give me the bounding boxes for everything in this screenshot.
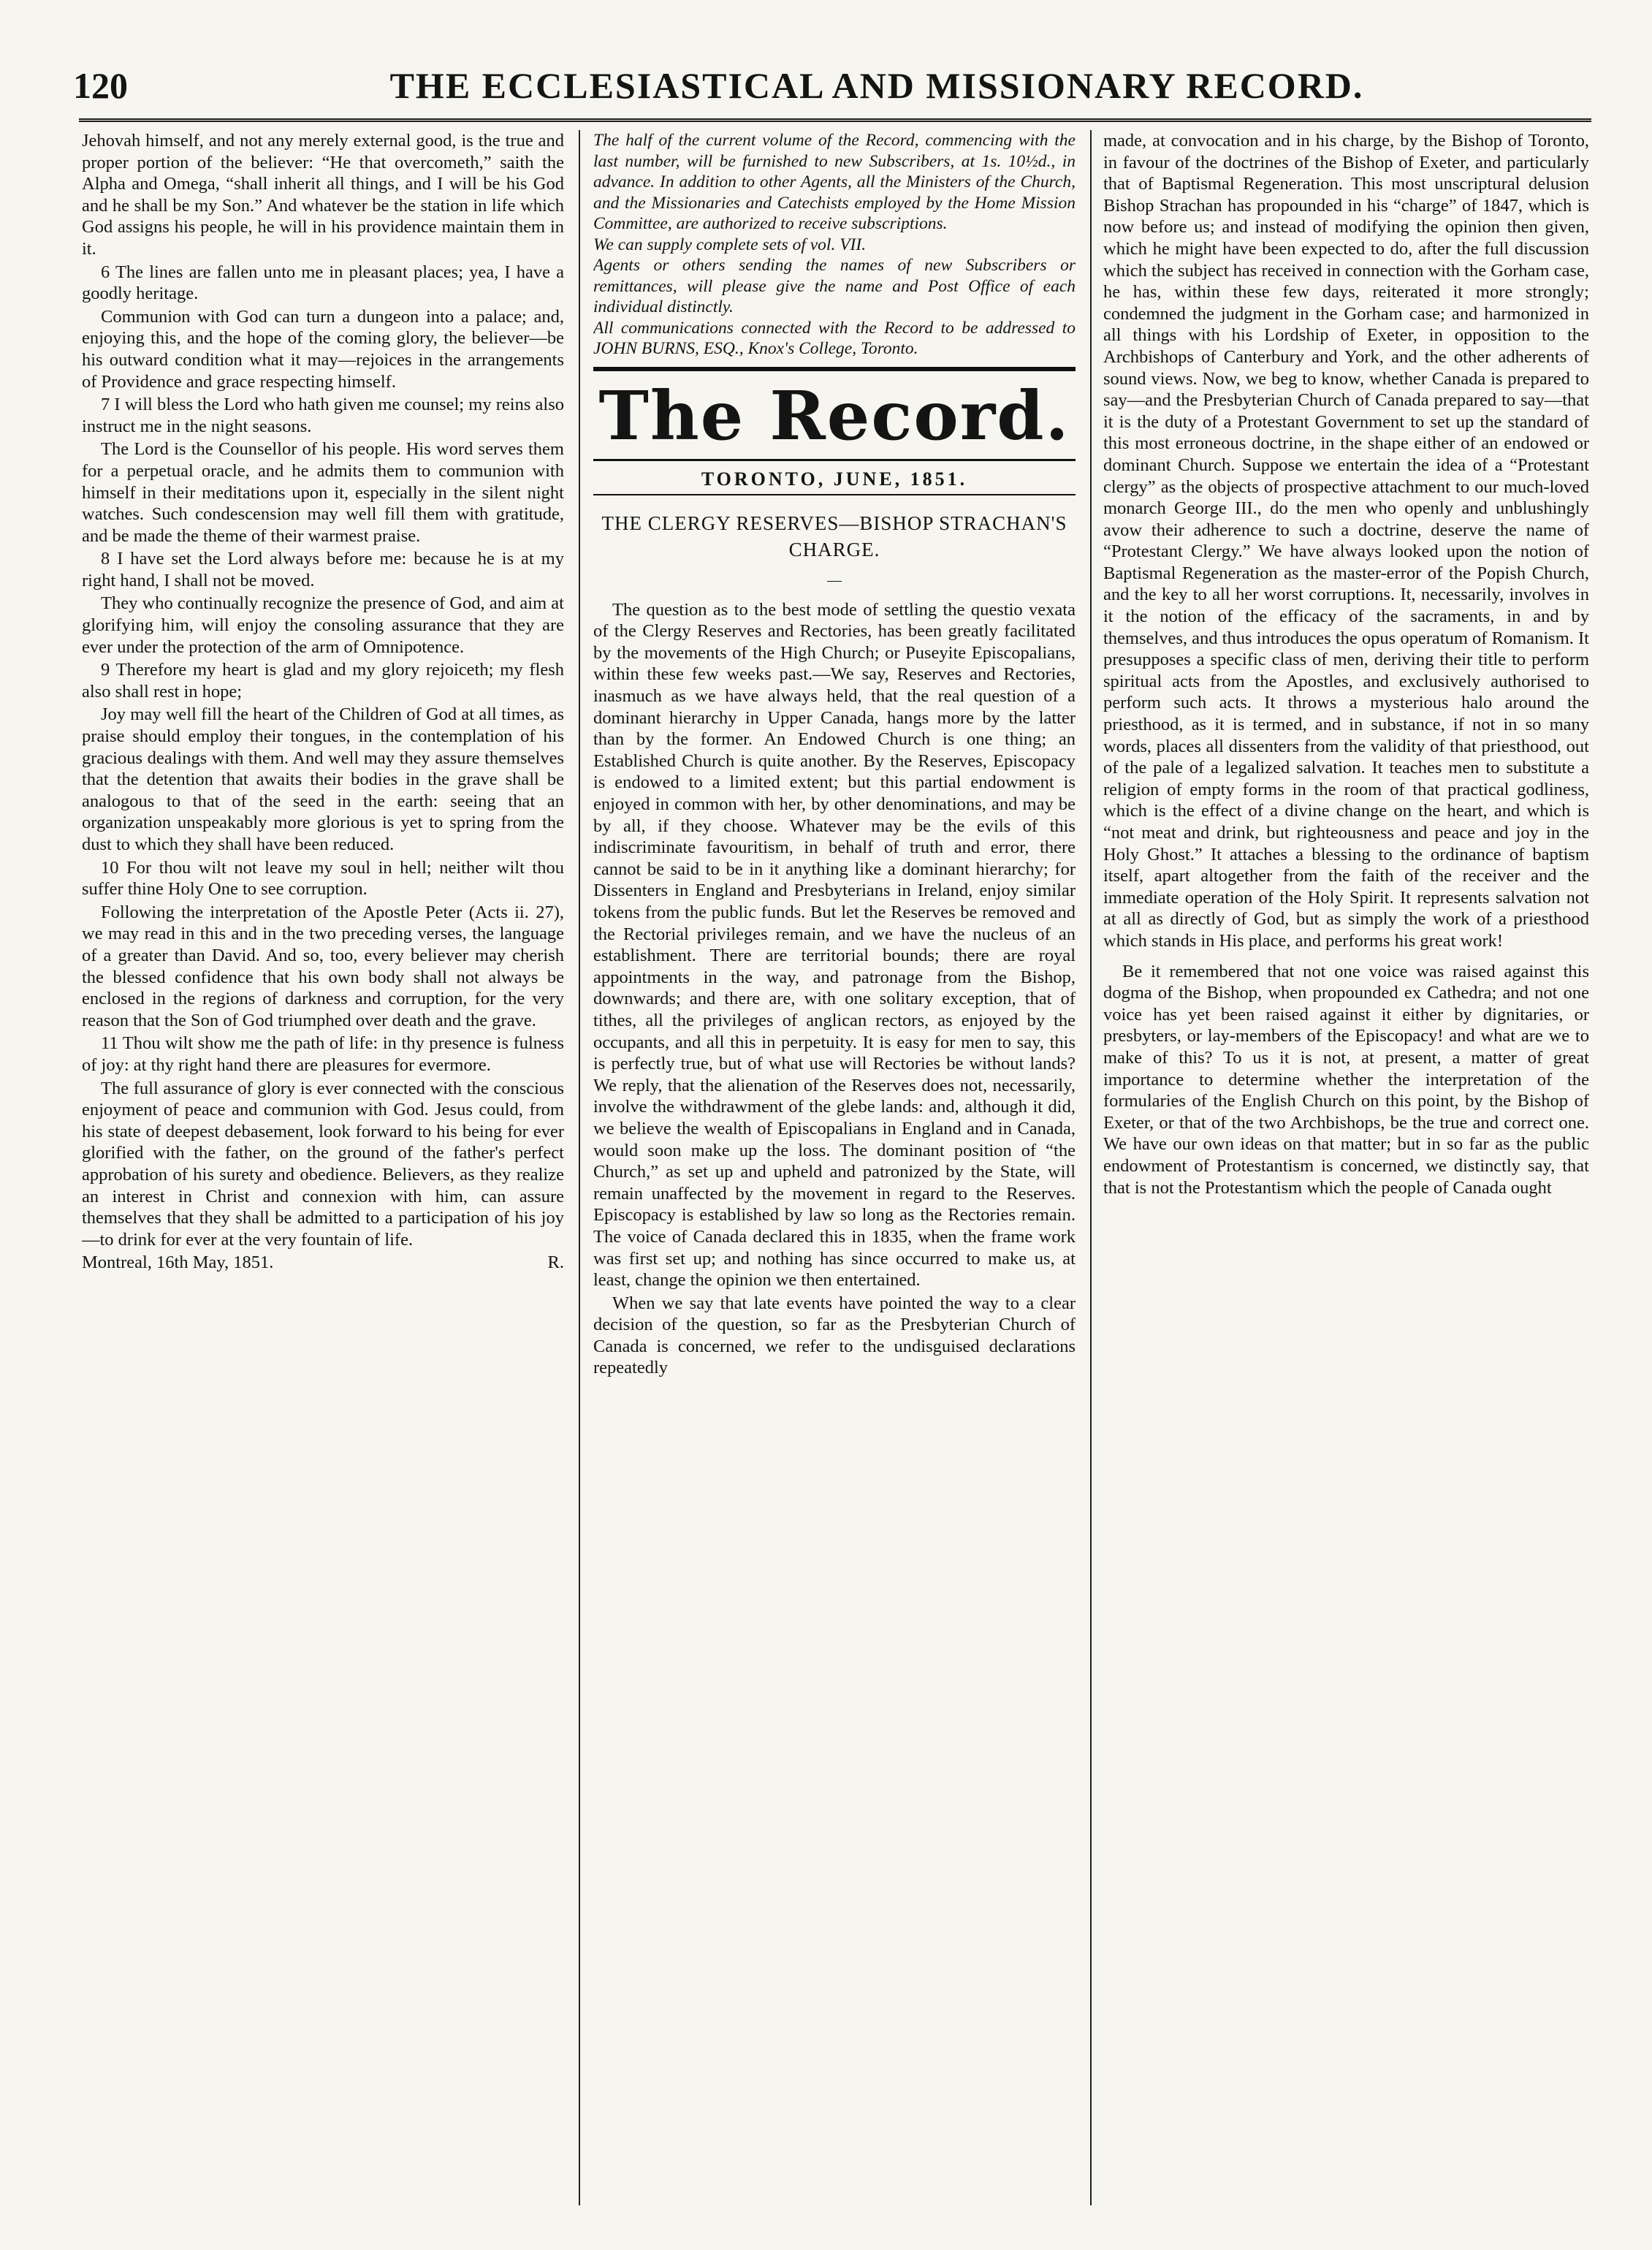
verse: 8 I have set the Lord always before me: because he is at my right hand, I shall not be moved. (82, 549, 564, 590)
subscription-notice (593, 130, 1076, 360)
title-dash: — (827, 572, 842, 589)
masthead-block (593, 367, 1076, 461)
column-rule (579, 130, 580, 2205)
signoff-place-date: Montreal, 16th May, 1851. (82, 1253, 274, 1273)
verse: 7 I will bless the Lord who hath given me counsel; my reins also instruct me in the night seasons. (82, 395, 564, 436)
dateline: TORONTO, JUNE, 1851. (593, 465, 1076, 496)
verse: 10 For thou wilt not leave my soul in hell; neither wilt thou suffer thine Holy One to see corruption. (82, 857, 564, 900)
column-rule (1090, 130, 1092, 2205)
masthead-title: The Record. (598, 376, 1070, 455)
column-middle (593, 130, 1076, 2205)
running-title: THE ECCLESIASTICAL AND MISSIONARY RECORD. (389, 65, 1364, 106)
paragraph: They who continually recognize the presence of God, and aim at glorifying him, will enjoy the consoling assurance that they are ever under the protection of the arm of Omnipotence. (82, 593, 564, 657)
verse: 11 Thou wilt show me the path of life: in thy presence is fulness of joy: at thy right hand there are pleasures for evermore. (82, 1033, 564, 1075)
notice-text: All communications connected with the Record to be addressed to JOHN BURNS, ESQ., Knox's College, Toronto. (593, 318, 1076, 358)
signoff-initial: R. (547, 1253, 564, 1273)
paragraph: Be it remembered that not one voice was raised against this dogma of the Bishop, when propounded ex Cathedra; and not one voice has yet been raised against it either by dignitaries, or presbyters, or lay-members of the Episcopacy! and what are we to make of this? To us it is not, at present, a matter of great importance to determine whether the interpretation of the formularies of the English Church on this point, by the Bishop of Exeter, or that of the two Archbishops, be the true and correct one. We have our own ideas on that matter; but in so far as the public endowment of Protestantism is concerned, we distinctly say, that that is not the Protestantism which the people of Canada ought (1103, 961, 1589, 1198)
article-title: THE CLERGY RESERVES—BISHOP STRACHAN'S CHARGE. (601, 512, 1067, 561)
header-rule (79, 118, 1591, 126)
column-left (82, 130, 564, 2205)
paragraph: When we say that late events have pointed the way to a clear decision of the question, so far as the Presbyterian Church of Canada is concerned, we refer to the undisguised declarations repeatedly (593, 1293, 1076, 1378)
notice-text: The half of the current volume of the Record, commencing with the last number, will be furnished to new Subscribers, at 1s. 10½d., in advance. In addition to other Agents, all the Ministers of the Church, and the Missionaries and Catechists employed by the Home Mission Committee, are authorized to receive subscriptions. (593, 131, 1076, 233)
paragraph: The question as to the best mode of settling the questio vexata of the Clergy Reserves and Rectories, has been greatly facilitated by the movements of the High Church; or Puseyite Episcopalians, within these few weeks past.—We say, Reserves and Rectories, inasmuch as we have always held, that the real question of a dominant hierarchy in Upper Canada, hangs more by the latter than by the former. An Endowed Church is one thing; an Established Church is quite another. By the Reserves, Episcopacy is endowed to a limited extent; but this partial endowment is enjoyed in common with her, by other denominations, and may be by all, if they choose. Whatever may be the evils of this indiscriminate favouritism, in behalf of truth and error, there cannot be said to be in it anything like a dominant hierarchy; for Dissenters in England and Presbyterians in Ireland, enjoy similar tokens from the public funds. But let the Reserves be removed and the Rectorial privileges remain, and we have the nucleus of an establishment. There are territorial bounds; there are royal appointments in the way, and patronage from the Bishop, downwards; and there are, with one solitary exception, that of tithes, all the privileges of anglican rectors, as enjoyed by the occupants, and all this in perpetuity. It is easy for men to say, this is perfectly true, but of what use will Rectories be without lands? We reply, that the alienation of the Reserves does not, necessarily, involve the withdrawment of the glebe lands: and, although it did, we believe the wealth of Episcopalians in England and in Canada, would soon make up the loss. The dominant position of “the Church,” as set up and upheld and patronized by the State, will remain unaffected by the movement in regard to the Reserves. Episcopacy is established by law so long as the Rectories remain. The voice of Canada declared this in 1835, when the frame work was first set up; and nothing has since occurred to make us, at least, change the opinion we then entertained. (593, 599, 1076, 1291)
notice-text: We can supply complete sets of vol. VII. (593, 235, 867, 254)
verse: 9 Therefore my heart is glad and my glory rejoiceth; my flesh also shall rest in hope; (82, 660, 564, 702)
paragraph: Joy may well fill the heart of the Children of God at all times, as praise should employ their tongues, in the contemplation of his gracious dealings with them. And well may they assure themselves that the detention that awaits their bodies in the grave shall be analogous to that of the seed in the earth: seeing that an organization unspeakably more glorious is yet to spring from the dust to which they shall have been reduced. (82, 704, 564, 854)
paragraph: The Lord is the Counsellor of his people. His word serves them for a perpetual oracle, and he admits them to communion with himself in their meditations upon it, especially in the silent night watches. Such condescension may well fill them with gratitude, and be made the theme of their warmest praise. (82, 439, 564, 546)
paragraph: Communion with God can turn a dungeon into a palace; and, enjoying this, and the hope of the coming glory, the believer—be his outward condition what it may—rejoices in the arrangements of Providence and grace respecting himself. (82, 306, 564, 392)
paragraph: Jehovah himself, and not any merely external good, is the true and proper portion of the believer: “He that overcometh,” saith the Alpha and Omega, “shall inherit all things, and I will be his God and he shall be my Son.” And whatever be the station in life which God assigns his people, he will in his providence maintain them in it. (82, 131, 564, 259)
page-number: 120 (73, 65, 128, 106)
paragraph: Following the interpretation of the Apostle Peter (Acts ii. 27), we may read in this and in the two preceding verses, the language of a greater than David. And so, too, every believer may cherish the blessed confidence that his own body shall not always be enclosed in the regions of darkness and corruption, for the very reason that the Son of God triumphed over death and the grave. (82, 902, 564, 1030)
column-right (1103, 130, 1589, 2205)
page-header (73, 64, 1578, 115)
paragraph: The full assurance of glory is ever connected with the conscious enjoyment of peace and communion with God. Jesus could, from his state of deepest debasement, look forward to his being for ever glorified with the father, on the ground of the father's perfect approbation of his surety and obedience. Believers, as they realize an interest in Christ and connexion with him, can assure themselves that they shall be admitted to a participation of his joy—to drink for ever at the very fountain of life. (82, 1078, 564, 1250)
verse: 6 The lines are fallen unto me in pleasant places; yea, I have a goodly heritage. (82, 262, 564, 304)
notice-text: Agents or others sending the names of new Subscribers or remittances, will please give the name and Post Office of each individual distinctly. (593, 256, 1076, 316)
paragraph: made, at convocation and in his charge, by the Bishop of Toronto, in favour of the doctrines of the Bishop of Exeter, and particularly that of Baptismal Regeneration. This most unscriptural delusion Bishop Strachan has propounded in his “charge” of 1847, which is now before us; and instead of modifying the opinion then given, which he might have been expected to do, after the full discussion which the subject has received in connection with the Gorham case, he has, within these few days, reiterated it more strongly; condemned the judgment in the Gorham case; and harmonized in all things with his Lordship of Exeter, in opposition to the Archbishops of Canterbury and York, and the other adherents of sound views. Now, we beg to know, whether Canada is prepared to say—and the Presbyterian Church of Canada prepared to say—that it is the duty of a Protestant Government to set up the standard of this most erroneous doctrine, in the shape either of an endowed or dominant Church. Suppose we entertain the idea of a “Protestant clergy” as the objects of prospective attachment to our much-loved monarch George III., do the men who openly and unblushingly avow their adherence to such a doctrine, deserve the name of “Protestant Clergy.” We have always looked upon the notion of Baptismal Regeneration as the master-error of the Popish Church, and the key to all her worst corruptions. It, necessarily, involves in it the notion of the efficacy of the sacraments, in and by themselves, and thus introduces the opus operatum of Romanism. It presupposes a specific class of men, deriving their title to perform spiritual acts from the Apostles, and exclusively authorised to perform such acts. It throws a mysterious halo around the priesthood, as it is termed, and in substance, if not in so many words, places all dissenters from the validity of that priesthood, out of the pale of a legalized salvation. It teaches men to substitute a religion of empty forms in the room of that practical godliness, which is the effect of a divine change on the heart, and which is “not meat and drink, but righteousness and peace and joy in the Holy Ghost.” It attaches a blessing to the ordinance of baptism itself, apart altogether from the faith of the receiver and the immediate operation of the Holy Spirit. It represents salvation not at all as directly of God, but as simply the work of a priesthood which stands in His place, and performs his great work! (1103, 131, 1589, 951)
signoff (82, 1252, 564, 1274)
